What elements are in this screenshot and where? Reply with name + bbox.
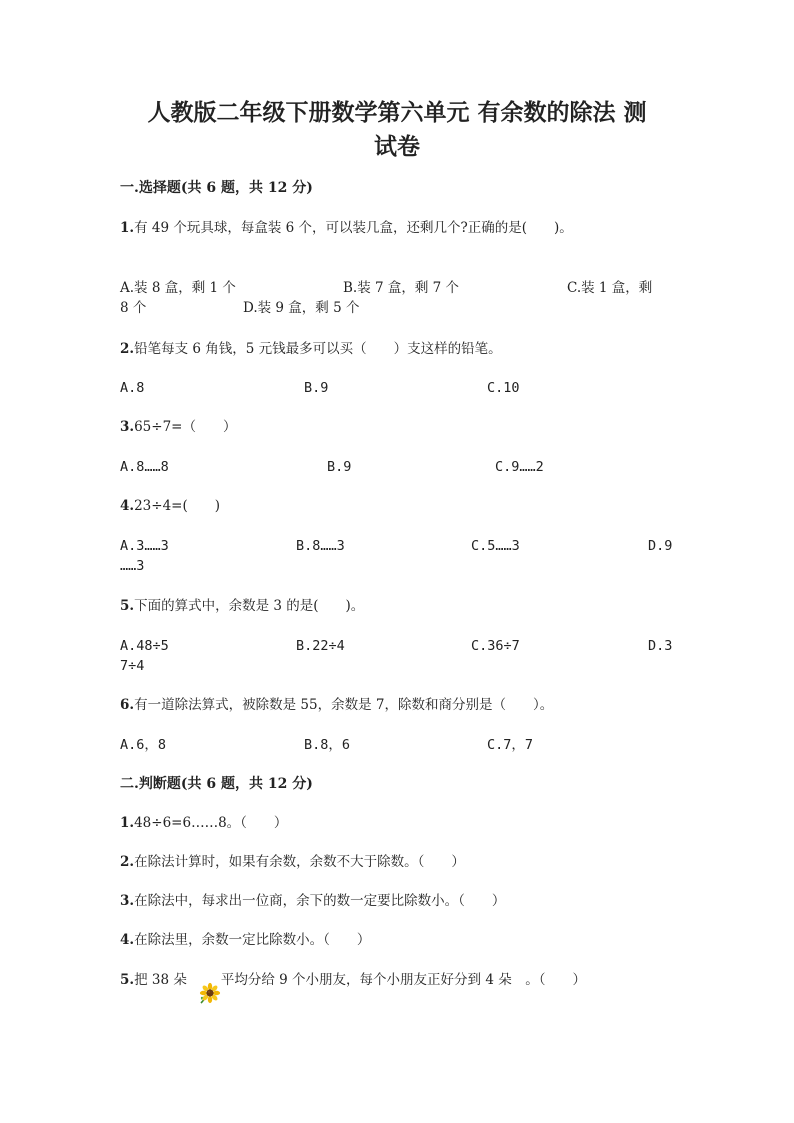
judgement-3 bbox=[120, 891, 505, 911]
q1-option-d: D.装 9 盒，剩 5 个 bbox=[243, 300, 360, 316]
question-text-part-1: 把 38 朵 bbox=[134, 972, 187, 988]
title-line-1: 人教版二年级下册数学第六单元 有余数的除法 测 bbox=[147, 99, 647, 126]
question-text: 48÷6=6……8。（ ） bbox=[134, 815, 288, 831]
q5-option-c: C.36÷7 bbox=[471, 638, 520, 654]
question-text: 有一道除法算式，被除数是 55，余数是 7，除数和商分别是（ ）。 bbox=[134, 697, 554, 713]
question-text: 在除法中，每求出一位商，余下的数一定要比除数小。（ ） bbox=[134, 893, 506, 909]
q4-option-d: D.9 bbox=[648, 538, 673, 554]
judgement-2 bbox=[120, 852, 465, 872]
q2-option-c: C.10 bbox=[487, 380, 520, 396]
question-number: 5. bbox=[120, 598, 135, 614]
question-number: 6. bbox=[120, 697, 135, 713]
q1-option-a: A.装 8 盒，剩 1 个 bbox=[120, 280, 236, 296]
question-text-part-2: 平均分给 9 个小朋友，每个小朋友正好分到 4 朵 。（ ） bbox=[220, 972, 586, 988]
question-number: 4. bbox=[120, 498, 135, 514]
q2-option-a: A.8 bbox=[120, 380, 145, 396]
section-heading-judgement: 二.判断题(共 6 题，共 12 分) bbox=[120, 776, 313, 792]
question-number: 3. bbox=[120, 419, 135, 435]
section-heading-choice: 一.选择题(共 6 题，共 12 分) bbox=[120, 180, 313, 196]
q6-option-c: C.7，7 bbox=[487, 737, 534, 753]
q5-option-a: A.48÷5 bbox=[120, 638, 169, 654]
question-number: 5. bbox=[120, 972, 135, 988]
judgement-5 bbox=[120, 970, 586, 990]
q5-option-d-continued: 7÷4 bbox=[120, 658, 145, 674]
q4-option-c: C.5……3 bbox=[471, 538, 520, 554]
page-title bbox=[120, 96, 674, 164]
q4-option-b: B.8……3 bbox=[296, 538, 345, 554]
q4-option-d-continued: ……3 bbox=[120, 558, 145, 574]
q5-option-b: B.22÷4 bbox=[296, 638, 345, 654]
q3-option-b: B.9 bbox=[327, 459, 352, 475]
question-number: 4. bbox=[120, 932, 135, 948]
question-1 bbox=[120, 218, 573, 238]
question-number: 1. bbox=[120, 220, 135, 236]
question-text: 下面的算式中，余数是 3 的是( )。 bbox=[134, 598, 365, 614]
judgement-4 bbox=[120, 930, 370, 950]
q6-option-a: A.6，8 bbox=[120, 737, 167, 753]
title-line-2: 试卷 bbox=[374, 133, 420, 160]
question-text: 铅笔每支 6 角钱，5 元钱最多可以买（ ）支这样的铅笔。 bbox=[134, 341, 502, 357]
q6-option-b: B.8，6 bbox=[304, 737, 351, 753]
q2-option-b: B.9 bbox=[304, 380, 329, 396]
q4-option-a: A.3……3 bbox=[120, 538, 169, 554]
question-6 bbox=[120, 695, 553, 715]
judgement-1 bbox=[120, 813, 287, 833]
question-text: 有 49 个玩具球，每盒装 6 个，可以装几盒，还剩几个?正确的是( )。 bbox=[134, 220, 573, 236]
question-4 bbox=[120, 496, 220, 516]
q3-option-c: C.9……2 bbox=[495, 459, 544, 475]
question-text: 65÷7=（ ） bbox=[134, 419, 237, 435]
question-3 bbox=[120, 417, 236, 437]
question-number: 3. bbox=[120, 893, 135, 909]
q5-option-d: D.3 bbox=[648, 638, 673, 654]
question-text: 在除法计算时，如果有余数，余数不大于除数。（ ） bbox=[134, 854, 465, 870]
question-text: 23÷4=( ) bbox=[134, 498, 221, 514]
question-5 bbox=[120, 596, 364, 616]
question-number: 1. bbox=[120, 815, 135, 831]
q1-option-c-continued: 8 个 bbox=[120, 300, 147, 316]
question-text: 在除法里，余数一定比除数小。（ ） bbox=[134, 932, 371, 948]
sunflower-icon bbox=[197, 981, 221, 1005]
q1-option-b: B.装 7 盒，剩 7 个 bbox=[343, 280, 460, 296]
question-number: 2. bbox=[120, 341, 135, 357]
q1-option-c: C.装 1 盒，剩 bbox=[567, 280, 653, 296]
q3-option-a: A.8……8 bbox=[120, 459, 169, 475]
question-2 bbox=[120, 339, 502, 359]
question-number: 2. bbox=[120, 854, 135, 870]
